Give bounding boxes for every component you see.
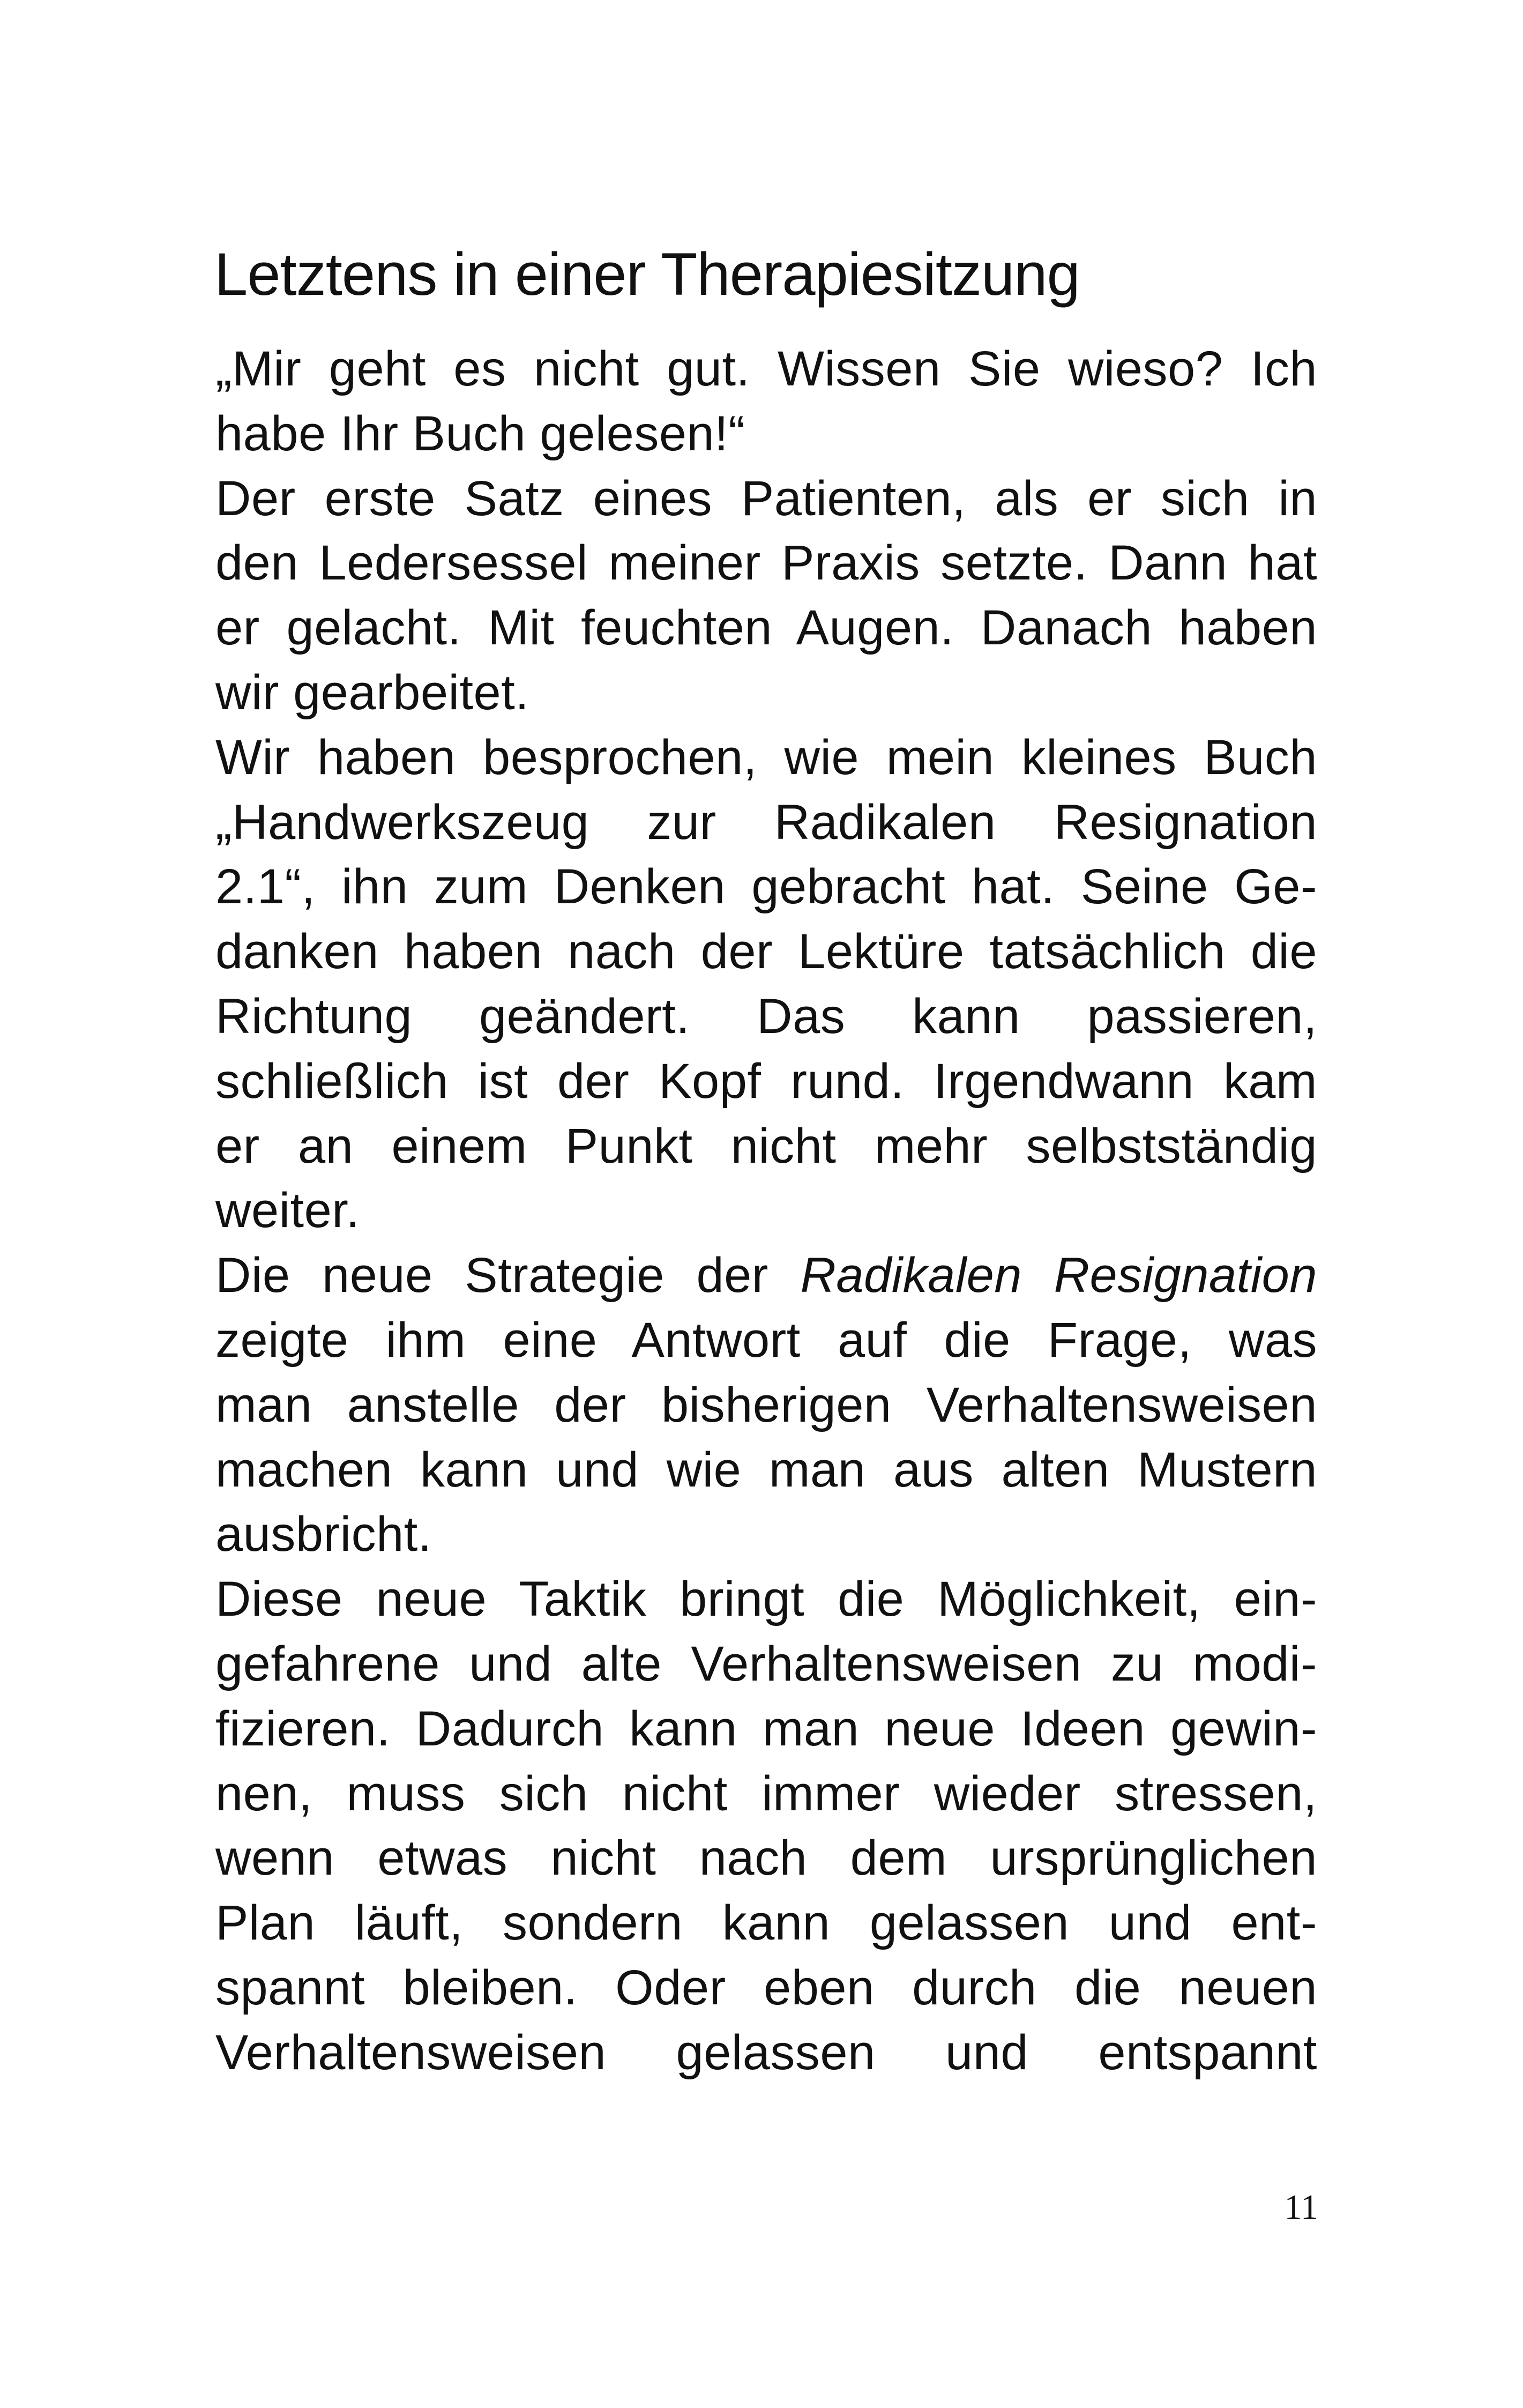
text-line: ausbricht. [215, 1507, 432, 1562]
text-line: Richtung geändert. Das kann passieren, [215, 989, 1317, 1044]
text-line: danken haben nach der Lektüre tatsächlich die [215, 924, 1317, 979]
text-line: „Mir geht es nicht gut. Wissen Sie wieso? Ich [215, 341, 1317, 396]
text-line: er gelacht. Mit feuchten Augen. Danach haben [215, 600, 1317, 656]
text-line: machen kann und wie man aus alten Mustern [215, 1442, 1317, 1497]
text-line: wenn etwas nicht nach dem ursprünglichen [215, 1831, 1317, 1886]
text-line: Verhaltensweisen gelassen und entspannt [215, 2025, 1317, 2080]
text-line: Wir haben besprochen, wie mein kleines Buch [215, 730, 1317, 785]
text-line: wir gearbeitet. [215, 665, 529, 720]
text-line: Der erste Satz eines Patienten, als er sich in [215, 471, 1317, 526]
text-line: nen, muss sich nicht immer wieder stressen, [215, 1766, 1317, 1821]
text-line: 2.1“, ihn zum Denken gebracht hat. Seine Ge- [215, 859, 1317, 915]
text-line: schließlich ist der Kopf rund. Irgendwann kam [215, 1053, 1317, 1109]
text-line: Diese neue Taktik bringt die Möglichkeit, ein- [215, 1572, 1317, 1627]
text-line: spannt bleiben. Oder eben durch die neuen [215, 1960, 1317, 2015]
text-line: gefahrene und alte Verhaltensweisen zu modi- [215, 1636, 1317, 1691]
body-text [215, 337, 1317, 2085]
text-line: zeigte ihm eine Antwort auf die Frage, was [215, 1312, 1317, 1367]
text-line-with-italic [215, 1243, 1317, 1308]
text-line: er an einem Punkt nicht mehr selbstständig [215, 1118, 1317, 1173]
text-line-segment: Die neue Strategie der [215, 1248, 801, 1303]
page-number: 11 [1284, 2188, 1318, 2227]
chapter-title: Letztens in einer Therapiesitzung [214, 241, 1080, 308]
text-line: weiter. [215, 1183, 360, 1238]
text-line: man anstelle der bisherigen Verhaltensweisen [215, 1377, 1317, 1432]
text-line: den Ledersessel meiner Praxis setzte. Dann hat [215, 536, 1317, 591]
text-line: habe Ihr Buch gelesen!“ [215, 406, 745, 461]
text-line: „Handwerkszeug zur Radikalen Resignation [215, 794, 1317, 850]
italic-term: Radikalen Resignation [800, 1248, 1317, 1303]
text-line: fizieren. Dadurch kann man neue Ideen gewin- [215, 1701, 1317, 1756]
text-line: Plan läuft, sondern kann gelassen und ent- [215, 1896, 1317, 1951]
